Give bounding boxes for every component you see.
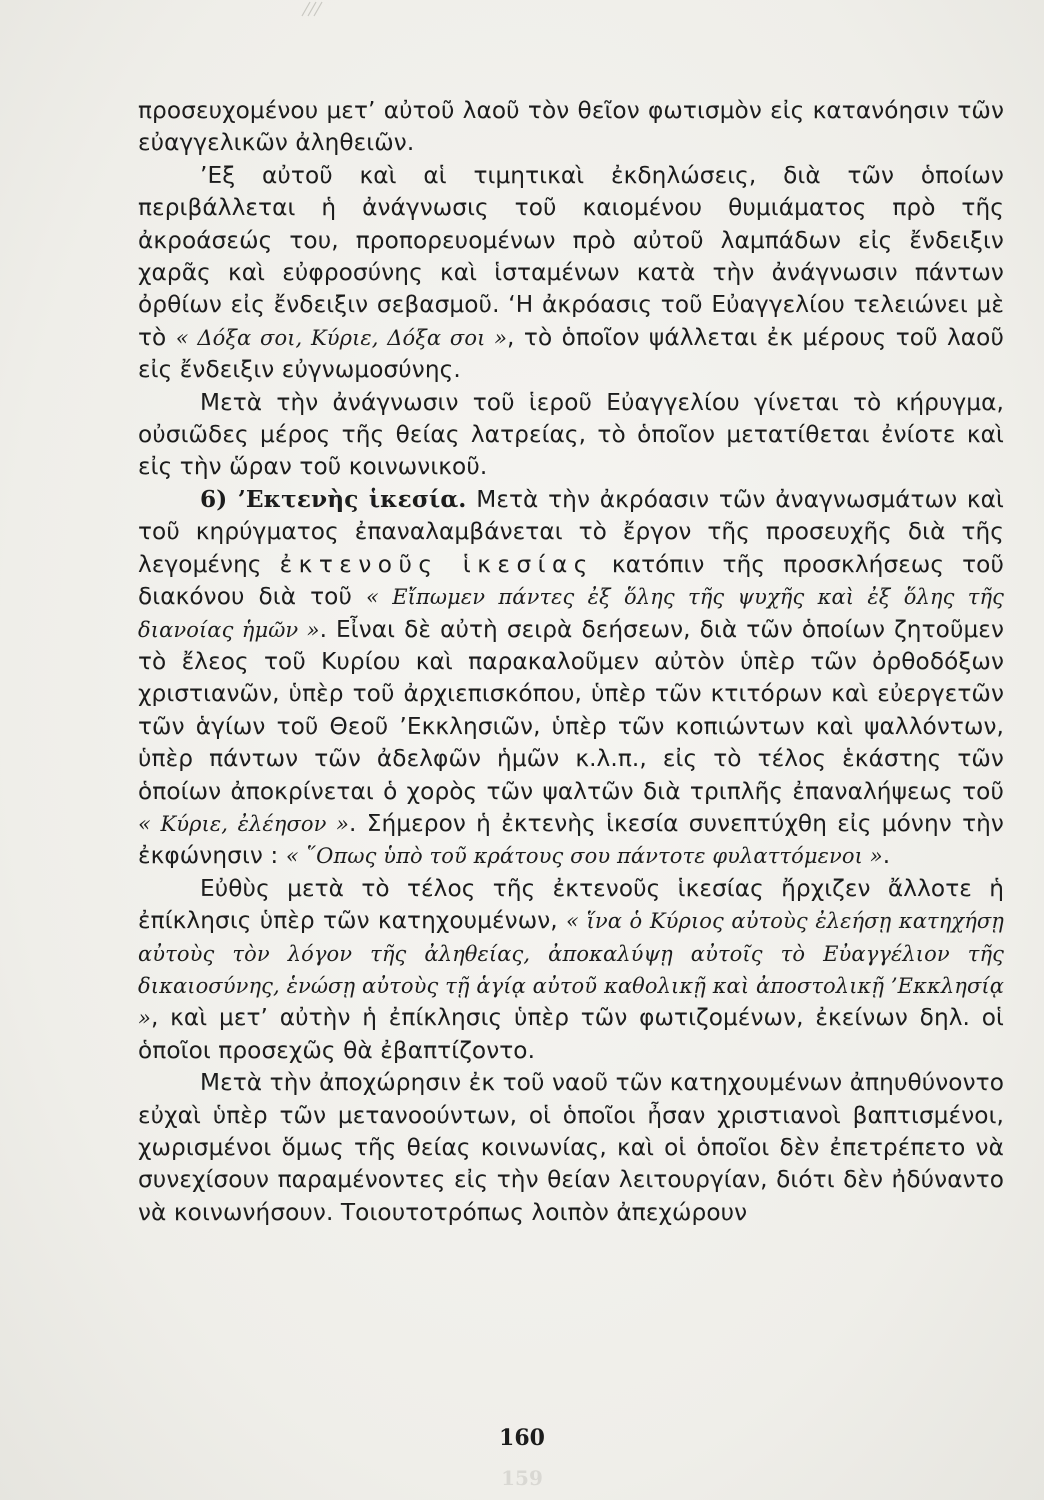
text-run: , καὶ μετ’ αὐτὴν ἡ ἐπίκλησις ὑπὲρ τῶν φωτιζομένων, ἐκείνων δηλ. οἱ ὁποῖοι προσεχῶς θὰ ἐβαπτίζοντο. bbox=[138, 1004, 1004, 1064]
paragraph-6 bbox=[138, 1067, 1004, 1229]
text-run: Μετὰ τὴν ἀποχώρησιν ἐκ τοῦ ναοῦ τῶν κατηχουμένων ἀπηυθύνοντο εὐχαὶ ὑπὲρ τῶν μετανοούντων, οἱ ὁποῖοι ἦσαν χριστιανοὶ βαπτισμένοι, χωρισμένοι ὅμως τῆς θείας κοινωνίας, καὶ οἱ ὁποῖοι δὲν ἐπετρέπετο νὰ συνεχίσουν παραμένοντες εἰς τὴν θείαν λειτουργίαν, διότι δὲν ἠδύναντο νὰ κοινωνήσουν. Τοιουτοτρόπως λοιπὸν ἀπεχώρουν bbox=[138, 1069, 1004, 1226]
quote-ina: « ἵνα ὁ Κύριος αὐτοὺς ἐλεήσῃ κατηχήσῃ αὐτοὺς τὸν λόγον τῆς ἀληθείας, ἀποκαλύψῃ αὐτοῖς τὸ Εὐαγγέλιον τῆς δικαιοσύνης, ἑνώσῃ αὐτοὺς τῇ ἁγίᾳ αὐτοῦ καθολικῇ καὶ ἀποστολικῇ ’Εκκλησίᾳ » bbox=[138, 909, 1004, 1031]
text-run: κατόπιν τῆς προσκλήσεως τοῦ διακόνου διὰ τοῦ bbox=[138, 550, 1004, 611]
section-heading: 6) ’Εκτενὴς ἱκεσία. bbox=[200, 485, 467, 513]
body-text bbox=[138, 95, 1004, 1229]
spaced-term: ἐκτενοῦς ἱκεσίας bbox=[279, 550, 594, 578]
text-run: . Εἶναι δὲ αὐτὴ σειρὰ δεήσεων, διὰ τῶν ὁποίων ζητοῦμεν τὸ ἔλεος τοῦ Κυρίου καὶ παρακαλοῦμεν αὐτὸν ὑπὲρ τῶν ὀρθοδόξων χριστιανῶν, ὑπὲρ τοῦ ἀρχιεπισκόπου, ὑπὲρ τῶν κτιτόρων καὶ εὐεργετῶν τῶν ἁγίων τοῦ Θεοῦ ’Εκκλησιῶν, ὑπὲρ τῶν κοπιώντων καὶ ψαλλόντων, ὑπὲρ πάντων τῶν ἀδελφῶν ἡμῶν κ.λ.π., εἰς τὸ τέλος ἑκάστης τῶν ὁποίων ἀποκρίνεται ὁ χορὸς τῶν ψαλτῶν διὰ τριπλῆς ἐπαναλήψεως τοῦ bbox=[138, 615, 1004, 805]
text-run: Μετὰ τὴν ἀκρόασιν τῶν ἀναγνωσμάτων καὶ τοῦ κηρύγματος ἐπαναλαμβάνεται τὸ ἔργον τῆς προσευχῆς διὰ τῆς λεγομένης bbox=[138, 485, 1004, 578]
paragraph-4 bbox=[138, 484, 1004, 873]
text-run: . bbox=[882, 842, 891, 870]
paragraph-2 bbox=[138, 160, 1004, 387]
paragraph-5 bbox=[138, 873, 1004, 1067]
text-run: Εὐθὺς μετὰ τὸ τέλος τῆς ἐκτενοῦς ἱκεσίας ἤρχιζεν ἄλλοτε ἡ ἐπίκλησις ὑπὲρ τῶν κατηχουμένων, bbox=[138, 874, 1004, 935]
quote-doxa: « Δόξα σοι, Κύριε, Δόξα σοι » bbox=[175, 325, 508, 350]
text-run: προσευχομένου μετ’ αὐτοῦ λαοῦ τὸν θεῖον φωτισμὸν εἰς κατανόησιν τῶν εὐαγγελικῶν ἀληθειῶν. bbox=[138, 97, 1004, 157]
quote-opos: « ῞Οπως ὑπὸ τοῦ κράτους σου πάντοτε φυλαττόμενοι » bbox=[285, 844, 883, 869]
pen-mark-decoration bbox=[300, 0, 330, 18]
text-run: . Σήμερον ἡ ἐκτενὴς ἱκεσία συνεπτύχθη εἰς μόνην τὴν ἐκφώνησιν : bbox=[138, 809, 1004, 870]
quote-eipomen: « Εἴπωμεν πάντες ἐξ ὅλης τῆς ψυχῆς καὶ ἐξ ὅλης τῆς διανοίας ἡμῶν » bbox=[138, 585, 1005, 642]
text-run: ’Εξ αὐτοῦ καὶ αἱ τιμητικαὶ ἐκδηλώσεις, διὰ τῶν ὁποίων περιβάλλεται ἡ ἀνάγνωσις τοῦ καιομένου θυμιάματος πρὸ τῆς ἀκροάσεώς του, προπορευομένων πρὸ αὐτοῦ λαμπάδων εἰς ἔνδειξιν χαρᾶς καὶ εὐφροσύνης καὶ ἱσταμένων κατὰ τὴν ἀνάγνωσιν πάντων ὀρθίων εἰς ἔνδειξιν σεβασμοῦ. ‘Η ἀκρόασις τοῦ Εὐαγγελίου τελειώνει μὲ τὸ bbox=[138, 161, 1004, 351]
quote-kyrie-eleison: « Κύριε, ἐλέησον » bbox=[138, 811, 349, 836]
text-run: , τὸ ὁποῖον ψάλλεται ἐκ μέρους τοῦ λαοῦ εἰς ἔνδειξιν εὐγνωμοσύνης. bbox=[138, 323, 1004, 384]
bleed-through-page-number: 159 bbox=[501, 1466, 543, 1490]
paragraph-1 bbox=[138, 95, 1004, 160]
text-run: Μετὰ τὴν ἀνάγνωσιν τοῦ ἱεροῦ Εὐαγγελίου γίνεται τὸ κήρυγμα, οὐσιῶδες μέρος τῆς θείας λατρείας, τὸ ὁποῖον μετατίθεται ἐνίοτε καὶ εἰς τὴν ὥραν τοῦ κοινωνικοῦ. bbox=[138, 388, 1004, 481]
paragraph-3 bbox=[138, 387, 1004, 484]
page-number: 160 bbox=[499, 1425, 545, 1451]
